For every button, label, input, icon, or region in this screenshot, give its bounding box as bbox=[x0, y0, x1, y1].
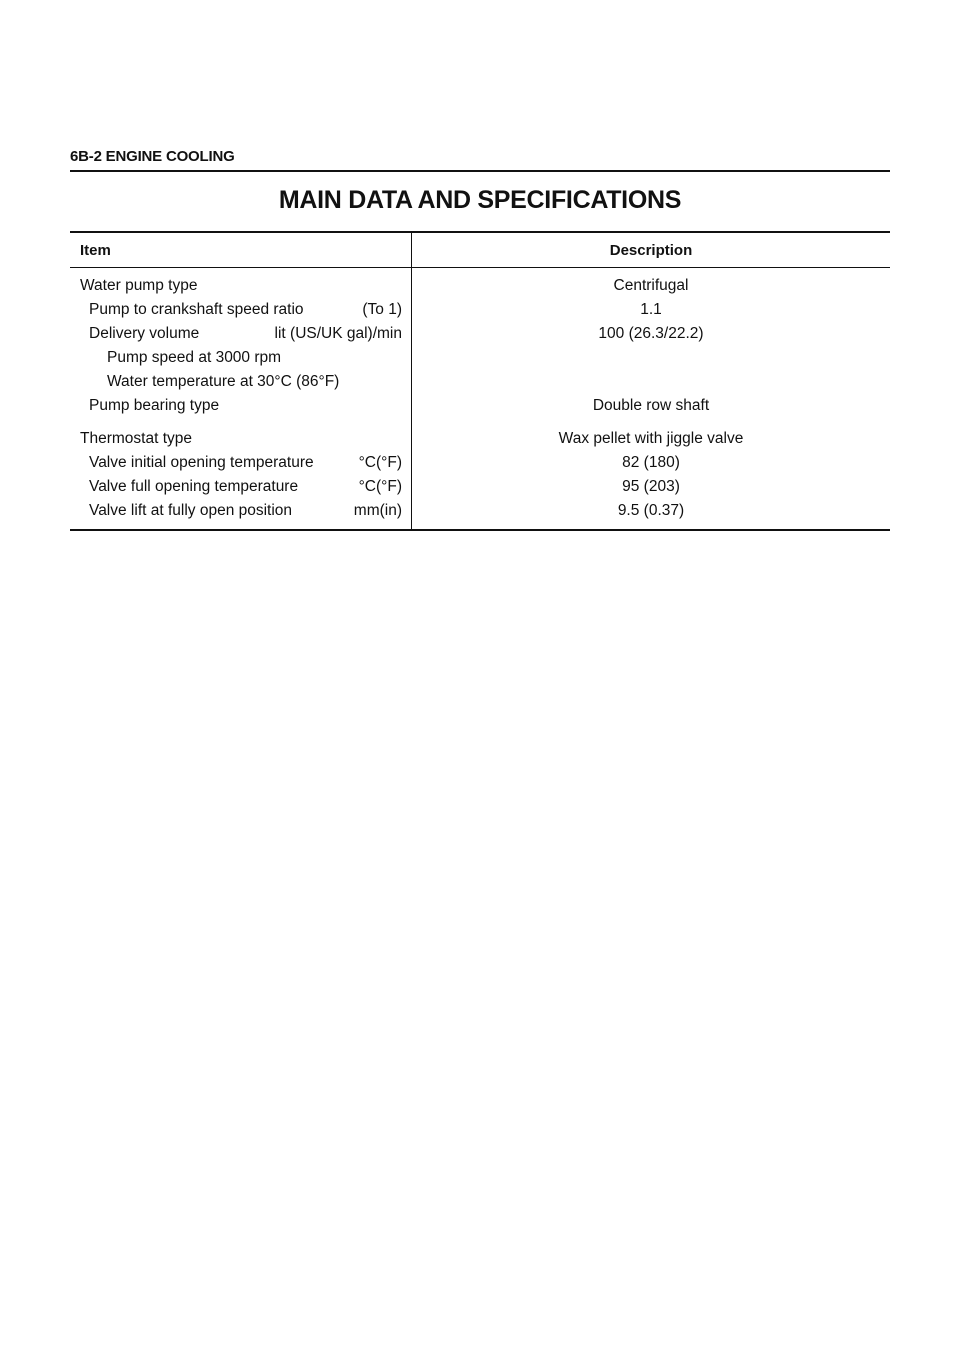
column-header-description: Description bbox=[609, 242, 693, 259]
row-item: Valve initial opening temperature bbox=[89, 454, 314, 471]
row-description: 95 (203) bbox=[622, 478, 680, 495]
row-item: Water pump type bbox=[80, 277, 198, 294]
row-description: 100 (26.3/22.2) bbox=[598, 325, 704, 342]
table-header-row bbox=[70, 233, 890, 268]
row-unit: lit (US/UK gal)/min bbox=[274, 325, 402, 342]
table-row bbox=[70, 499, 890, 523]
table-row bbox=[70, 322, 890, 346]
table-row bbox=[70, 394, 890, 418]
row-item: Valve full opening temperature bbox=[89, 478, 299, 495]
row-unit: °C(°F) bbox=[358, 478, 402, 495]
row-unit: (To 1) bbox=[362, 301, 402, 318]
header-rule bbox=[70, 170, 890, 172]
row-item: Water temperature at 30°C (86°F) bbox=[107, 373, 340, 390]
table-row bbox=[70, 346, 890, 370]
row-unit: mm(in) bbox=[353, 502, 402, 519]
row-description: 1.1 bbox=[640, 301, 662, 318]
row-description: Wax pellet with jiggle valve bbox=[558, 430, 744, 447]
row-item: Pump bearing type bbox=[89, 397, 220, 414]
column-header-item: Item bbox=[80, 242, 111, 259]
table-row bbox=[70, 475, 890, 499]
row-item: Valve lift at fully open position bbox=[89, 502, 293, 519]
table-row bbox=[70, 274, 890, 298]
page-title: MAIN DATA AND SPECIFICATIONS bbox=[278, 186, 682, 214]
row-description: 9.5 (0.37) bbox=[617, 502, 685, 519]
row-item: Pump to crankshaft speed ratio bbox=[89, 301, 304, 318]
row-item: Pump speed at 3000 rpm bbox=[107, 349, 282, 366]
row-unit: °C(°F) bbox=[358, 454, 402, 471]
table-bottom-rule bbox=[70, 529, 890, 531]
section-header: 6B-2 ENGINE COOLING bbox=[70, 148, 235, 165]
row-item: Thermostat type bbox=[80, 430, 192, 447]
table-row bbox=[70, 370, 890, 394]
table-row bbox=[70, 451, 890, 475]
table-body bbox=[70, 268, 890, 529]
row-description: 82 (180) bbox=[622, 454, 680, 471]
row-description: Centrifugal bbox=[613, 277, 689, 294]
row-description: Double row shaft bbox=[592, 397, 710, 414]
spec-table bbox=[70, 231, 890, 531]
table-row bbox=[70, 298, 890, 322]
table-row bbox=[70, 427, 890, 451]
row-item: Delivery volume bbox=[89, 325, 200, 342]
